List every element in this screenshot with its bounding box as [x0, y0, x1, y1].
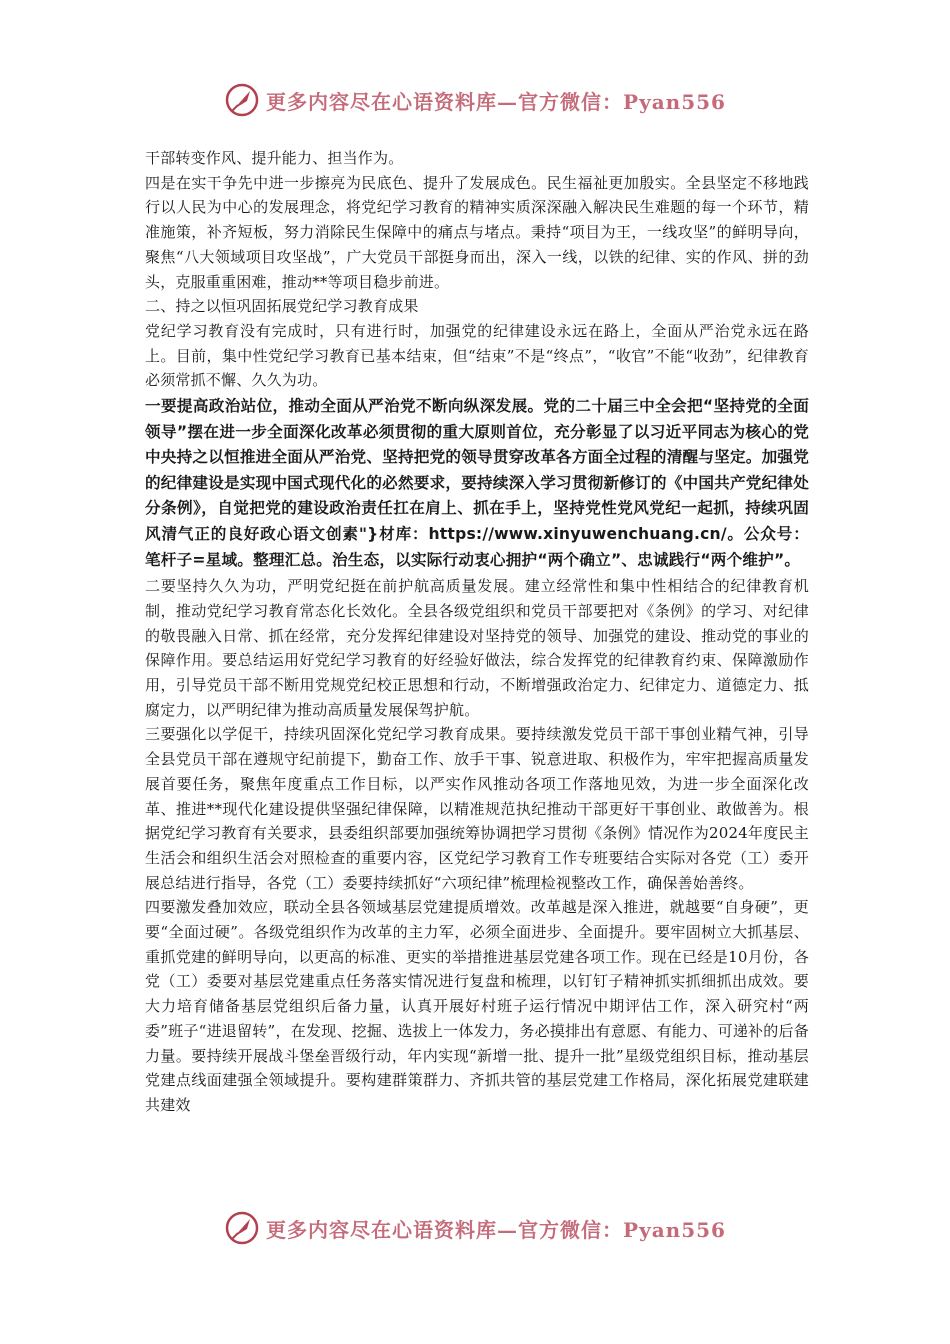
watermark-text: 更多内容尽在心语资料库—官方微信：Pyan556: [266, 1217, 726, 1242]
footer-watermark-banner: [0, 1208, 950, 1248]
paragraph: 党纪学习教育没有完成时，只有进行时，加强党的纪律建设永远在路上，全面从严治党永远在路上。目前，集中性党纪学习教育已基本结束，但“结束”不是“终点”，“收官”不能“收劲”，纪律教育必须常抓不懈、久久为功。: [145, 321, 809, 390]
paragraph: 四是在实干争先中进一步擦亮为民底色、提升了发展成色。民生福祉更加殷实。全县坚定不移地践行以人民为中心的发展理念，将党纪学习教育的精神实质深深融入解决民生难题的每一个环节，精准施策，补齐短板，努力消除民生保障中的痛点与堵点。秉持“项目为王，一线攻坚”的鲜明导向，聚焦“八大领域项目攻坚战”，广大党员干部挺身而出，深入一线，以铁的纪律、实的作风、拼的劲头，克服重重困难，推动**等项目稳步前进。: [145, 173, 809, 291]
quill-logo-icon: [224, 82, 260, 118]
paragraph: 二要坚持久久为功，严明党纪挺在前护航高质量发展。建立经常性和集中性相结合的纪律教育机制，推动党纪学习教育常态化长效化。全县各级党组织和党员干部要把对《条例》的学习、对纪律的敬畏融入日常、抓在经常，充分发挥纪律建设对坚持党的领导、加强党的建设、推动党的事业的保障作用。要总结运用好党纪学习教育的好经验好做法，综合发挥党的纪律教育约束、保障激励作用，引导党员干部不断用党规党纪校正思想和行动，不断增强政治定力、纪律定力、道德定力、抵腐定力，以严明纪律为推动高质量发展保驾护航。: [145, 577, 809, 719]
section-heading: 二、持之以恒巩固拓展党纪学习教育成果: [145, 297, 419, 316]
quill-logo-icon: [224, 1210, 260, 1246]
document-body: [145, 146, 809, 1118]
watermark-text: 更多内容尽在心语资料库—官方微信：Pyan556: [266, 89, 726, 114]
header-watermark-banner: [0, 80, 950, 120]
paragraph: 干部转变作风、提升能力、担当作为。: [145, 149, 404, 167]
bold-paragraph: 一要提高政治站位，推动全面从严治党不断向纵深发展。党的二十届三中全会把“坚持党的全面领导”摆在进一步全面深化改革必须贯彻的重大原则首位，充分彰显了以习近平同志为核心的党中央持之以恒推进全面从严治党、坚持把党的领导贯穿改革各方面全过程的清醒与坚定。加强党的纪律建设是实现中国式现代化的必然要求，要持续深入学习贯彻新修订的《中国共产党纪律处分条例》，自觉把党的建设政治责任扛在肩上、抓在手上，坚持党性党风党纪一起抓，持续巩固风清气正的良好政心语文创素"}材库：https://www.xinyuwenchuang.cn/。公众号：笔杆子=星域。整理汇总。治生态，以实际行动衷心拥护“两个确立”、忠诚践行“两个维护”。: [145, 397, 809, 569]
paragraph: 三要强化以学促干，持续巩固深化党纪学习教育成果。要持续激发党员干部干事创业精气神，引导全县党员干部在遵规守纪前提下，勤奋工作、放手干事、锐意进取、积极作为，牢牢把握高质量发展首要任务，聚焦年度重点工作目标，以严实作风推动各项工作落地见效，为进一步全面深化改革、推进**现代化建设提供坚强纪律保障，以精准规范执纪推动干部更好干事创业、敢做善为。根据党纪学习教育有关要求，县委组织部要加强统筹协调把学习贯彻《条例》情况作为2024年度民主生活会和组织生活会对照检查的重要内容，区党纪学习教育工作专班要结合实际对各党（工）委开展总结进行指导，各党（工）委要持续抓好“六项纪律”梳理检视整改工作，确保善始善终。: [145, 725, 809, 892]
paragraph: 四要激发叠加效应，联动全县各领域基层党建提质增效。改革越是深入推进，就越要“自身硬”，更要“全面过硬”。各级党组织作为改革的主力军，必须全面进步、全面提升。要牢固树立大抓基层、重抓党建的鲜明导向，以更高的标准、更实的举措推进基层党建各项工作。现在已经是10月份，各党（工）委要对基层党建重点任务落实情况进行复盘和梳理，以钉钉子精神抓实抓细抓出成效。要大力培育储备基层党组织后备力量，认真开展好村班子运行情况中期评估工作，深入研究村“两委”班子“进退留转”，在发现、挖掘、选拔上一体发力，务必摸排出有意愿、有能力、可递补的后备力量。要持续开展战斗堡垒晋级行动，年内实现“新增一批、提升一批”星级党组织目标，推动基层党建点线面建强全领域提升。要构建群策群力、齐抓共管的基层党建工作格局，深化拓展党建联建共建效: [145, 898, 809, 1114]
